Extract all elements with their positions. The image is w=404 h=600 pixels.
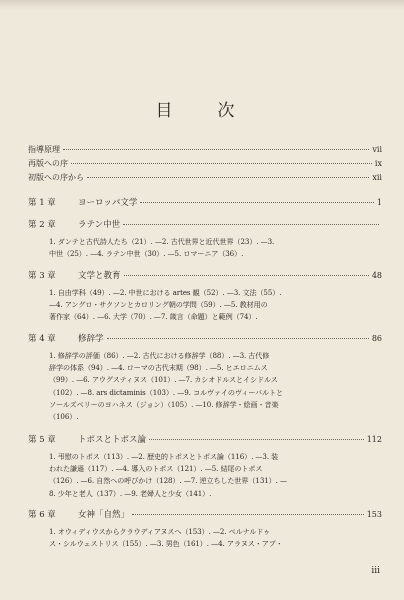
chapter-number: 第 2 章: [28, 220, 56, 230]
chapter-4-sections: [49, 350, 377, 423]
section-line: （99）. —6. アウグスティヌス（101）. —7. カシオドルスとイシドルス: [49, 375, 278, 385]
leader-dots: [87, 177, 369, 178]
chapter-page: 153: [366, 510, 382, 519]
toc-entry-front: [28, 158, 382, 170]
chapter-2-sections: [49, 236, 377, 260]
leader-dots: [149, 439, 364, 440]
entry-label: 再版への序: [28, 159, 68, 168]
chapter-page: 48: [371, 271, 382, 280]
chapter-title: 修辞学: [78, 334, 104, 344]
chapter-number: 第 3 章: [28, 271, 56, 281]
section-line: 1. オウィディウスからクラウディアヌスへ（153）. —2. ベルナルドゥ: [49, 527, 271, 536]
leader-dots: [124, 275, 369, 276]
toc-chapter-6: [28, 509, 382, 521]
toc-chapter-5: [28, 434, 382, 446]
chapter-number: 第 5 章: [28, 435, 56, 445]
chapter-title: ヨーロッパ文学: [78, 198, 138, 208]
section-line: 著作家（64）. —6. 大学（70）. —7. 箴言（命題）と範例（74）.: [49, 312, 258, 322]
section-line: 中世（25）. —4. ラテン中世（30）. —5. ロマーニア（36）.: [49, 249, 244, 259]
leader-dots: [63, 149, 369, 150]
chapter-6-sections: [49, 526, 377, 550]
section-line: 1. 自由学科（49）. —2. 中世における artes 観（52）. —3. 文法（55）.: [49, 288, 282, 297]
entry-label: 初版への序から: [28, 173, 84, 182]
page-edge-shadow: [0, 0, 404, 10]
entry-page: vii: [372, 145, 382, 154]
entry-page: ix: [374, 159, 382, 168]
leader-dots: [107, 338, 369, 339]
chapter-title: 女神「自然」: [78, 510, 130, 520]
toc-chapter-4: [28, 333, 382, 345]
chapter-title: ラテン中世: [78, 220, 121, 230]
chapter-page: 112: [366, 435, 382, 444]
chapter-number: 第 4 章: [28, 334, 56, 344]
toc-chapter-3: [28, 270, 382, 282]
section-line: （106）.: [49, 412, 79, 422]
toc-entry-front: [28, 172, 382, 184]
section-line: 辞学の体系（94）. —4. ローマの古代末期（98）. —5. ヒエロニムス: [49, 363, 268, 373]
section-line: ソールズベリーのヨハネス（ジョン）（105）. —10. 修辞学・絵画・音楽: [49, 399, 279, 409]
page-title: 目 次: [155, 101, 249, 121]
chapter-page: 86: [371, 334, 382, 343]
entry-label: 指導原理: [28, 145, 60, 154]
section-line: （102）. —8. ars dictaminis（103）. —9. コルヴァイのヴィーバルトと: [49, 387, 284, 397]
section-line: 1. ダンテと古代詩人たち（21）. —2. 古代世界と近代世界（23）. —3.: [49, 237, 275, 246]
section-line: 1. 弔慰のトポス（113）. —2. 歴史的トポスとトポス論（116）. —3. 装: [49, 452, 279, 461]
chapter-title: トポスとトポス論: [78, 435, 147, 445]
section-line: ス・シルウェストリス（155）. —3. 男色（161）. —4. アラヌス・アブ・: [49, 539, 283, 549]
chapter-number: 第 1 章: [28, 198, 56, 208]
toc-chapter-1: [28, 197, 382, 209]
chapter-page: 1: [376, 198, 382, 207]
section-line: —4. アングロ・サクソンとカロリング朝の学問（59）. —5. 教材用の: [49, 300, 268, 310]
chapter-title: 文学と教育: [78, 271, 121, 281]
leader-dots: [140, 202, 374, 203]
leader-dots: [71, 163, 372, 164]
chapter-5-sections: [49, 451, 377, 500]
page-number: iii: [371, 566, 380, 576]
toc-entry-front: [28, 144, 382, 156]
section-line: 8. 少年と老人（137）. —9. 老婦人と少女（141）.: [49, 488, 212, 498]
chapter-3-sections: [49, 287, 377, 324]
toc-chapter-2: [28, 219, 382, 231]
leader-dots: [123, 224, 379, 225]
chapter-number: 第 6 章: [28, 510, 56, 520]
section-line: われた謙遜（117）. —4. 導入のトポス（121）. —5. 結尾のトポス: [49, 464, 263, 474]
section-line: （126）. —6. 自然への呼びかけ（128）. —7. 逆立ちした世界（131）. —: [49, 476, 287, 486]
leader-dots: [132, 514, 364, 515]
section-line: 1. 修辞学の評価（86）. —2. 古代における修辞学（88）. —3. 古代修: [49, 351, 270, 360]
entry-page: xii: [372, 173, 382, 182]
